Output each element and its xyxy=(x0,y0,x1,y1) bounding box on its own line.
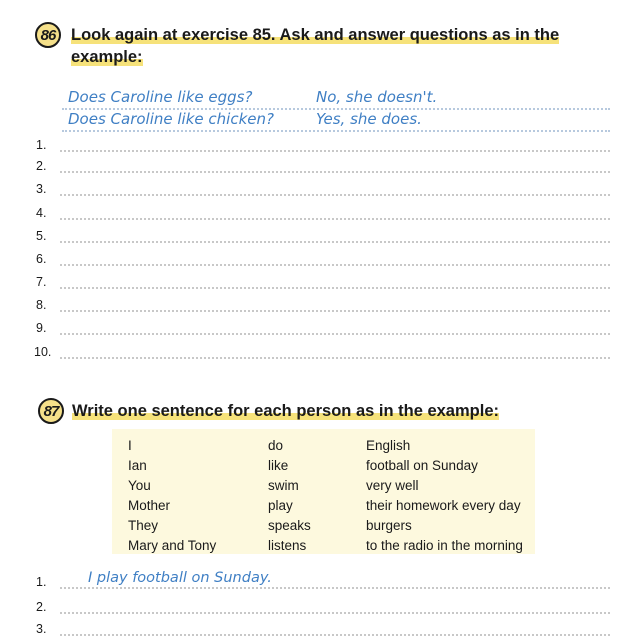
verb-item: speaks xyxy=(268,518,311,533)
verbs-column xyxy=(268,436,311,556)
answer-line-86-9[interactable] xyxy=(28,319,610,339)
line-number: 7. xyxy=(36,275,47,289)
object-item: very well xyxy=(366,478,419,493)
object-item: to the radio in the morning xyxy=(366,538,523,553)
exercise-87-title-text: Write one sentence for each person as in the example: xyxy=(72,402,499,420)
dotted-line xyxy=(60,218,610,220)
line-number: 10. xyxy=(34,345,52,359)
answer-line-87-3[interactable] xyxy=(28,620,610,640)
dotted-line xyxy=(60,310,610,312)
object-item: football on Sunday xyxy=(366,458,478,473)
subject-item: You xyxy=(128,478,151,493)
exercise-87-title xyxy=(72,400,499,422)
answer-line-86-8[interactable] xyxy=(28,296,610,316)
dotted-line xyxy=(60,333,610,335)
line-number: 5. xyxy=(36,229,47,243)
subject-item: They xyxy=(128,518,159,533)
line-number: 4. xyxy=(36,206,47,220)
verb-item: listens xyxy=(268,538,307,553)
line-number: 3. xyxy=(36,622,47,636)
exercise-86-number: 86 xyxy=(40,26,56,44)
answer-line-86-2[interactable] xyxy=(28,157,610,177)
answer-line-86-10[interactable] xyxy=(28,343,610,363)
exercise-87-number-badge xyxy=(38,398,64,424)
object-item: their homework every day xyxy=(366,498,521,513)
dotted-line xyxy=(60,612,610,614)
subject-item: Mary and Tony xyxy=(128,538,217,553)
example-question-2: Does Caroline like chicken? xyxy=(68,110,274,128)
dotted-line xyxy=(60,194,610,196)
dotted-line xyxy=(60,171,610,173)
answer-line-86-6[interactable] xyxy=(28,250,610,270)
dotted-line xyxy=(60,150,610,152)
dotted-line xyxy=(60,264,610,266)
example-answer-2: Yes, she does. xyxy=(316,110,422,128)
exercise-86-number-badge xyxy=(35,22,61,48)
subject-item: Ian xyxy=(128,458,147,473)
objects-column xyxy=(366,436,523,556)
subjects-column xyxy=(128,436,216,556)
answer-line-87-2[interactable] xyxy=(28,598,610,618)
subject-item: Mother xyxy=(128,498,171,513)
verb-item: do xyxy=(268,438,284,453)
line-number: 8. xyxy=(36,298,47,312)
answer-line-86-5[interactable] xyxy=(28,227,610,247)
example-question-1: Does Caroline like eggs? xyxy=(68,88,253,106)
line-number: 2. xyxy=(36,600,47,614)
answer-line-86-4[interactable] xyxy=(28,204,610,224)
dotted-line xyxy=(60,287,610,289)
verb-item: swim xyxy=(268,478,299,493)
verb-item: like xyxy=(268,458,289,473)
exercise-87-number: 87 xyxy=(43,402,59,420)
line-number: 1. xyxy=(36,575,47,589)
answer-line-86-7[interactable] xyxy=(28,273,610,293)
example-row-2 xyxy=(62,110,610,132)
exercise-86-title-line2: example: xyxy=(71,48,143,66)
subject-item: I xyxy=(128,438,132,453)
object-item: burgers xyxy=(366,518,412,533)
line-number: 9. xyxy=(36,321,47,335)
example-row-1 xyxy=(62,88,610,110)
line-number: 2. xyxy=(36,159,47,173)
dotted-line xyxy=(60,357,610,359)
line-number: 6. xyxy=(36,252,47,266)
line-number: 3. xyxy=(36,182,47,196)
answer-line-86-3[interactable] xyxy=(28,180,610,200)
dotted-line xyxy=(60,634,610,636)
line-number: 1. xyxy=(36,138,47,152)
answer-line-86-1[interactable] xyxy=(28,136,610,156)
exercise-86-title-line1: Look again at exercise 85. Ask and answer questions as in the xyxy=(71,26,560,44)
dotted-line xyxy=(60,241,610,243)
dotted-line xyxy=(60,587,610,589)
verb-item: play xyxy=(268,498,293,513)
example-answer-1: No, she doesn't. xyxy=(316,88,438,106)
object-item: English xyxy=(366,438,411,453)
example-answer-sentence: I play football on Sunday. xyxy=(88,570,272,586)
exercise-86-title xyxy=(71,24,559,68)
